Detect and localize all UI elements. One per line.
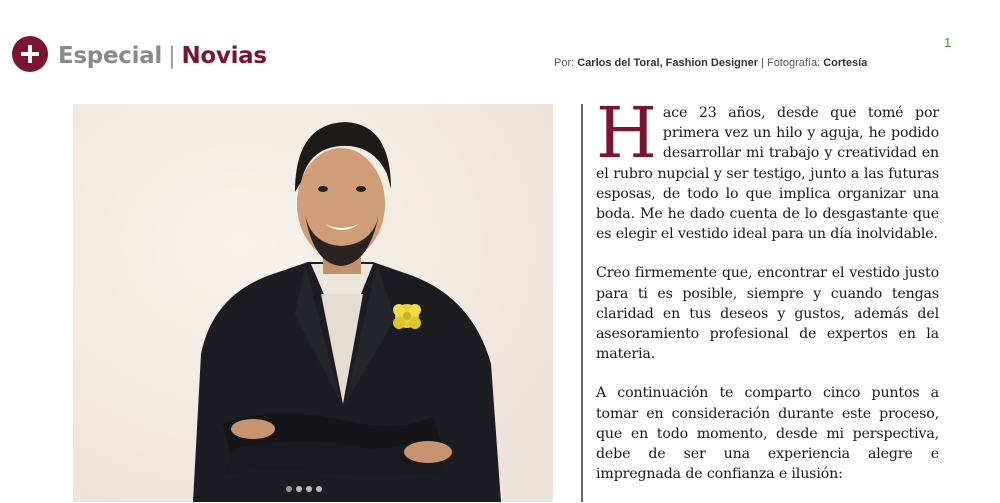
section-primary-label: Especial [58, 43, 162, 69]
section-separator: | [168, 43, 176, 69]
plus-icon [12, 36, 48, 72]
credits-separator: | [761, 57, 764, 69]
drop-cap: H [596, 92, 657, 174]
section-title [58, 39, 267, 73]
portrait-photo [73, 104, 553, 502]
column-divider [581, 104, 583, 502]
yellow-flower-brooch [393, 304, 421, 329]
photo-label: Fotografía: [766, 57, 821, 69]
by-label: Por: [554, 57, 575, 69]
section-secondary-label: Novias [181, 43, 267, 69]
article-paragraph-3: A continuación te comparto cinco puntos a tomar en consideración durante este proceso, que en todo momento, desde mi perspectiva, debe de ser una experiencia alegre e impregnada de confianza e ilusión: [596, 385, 939, 483]
author-name: Carlos del Toral, Fashion Designer [577, 57, 758, 69]
photo-credit: Cortesía [823, 57, 868, 69]
article-body [596, 92, 939, 503]
page-number: 1 [944, 35, 952, 50]
article-paragraph-1 [596, 92, 939, 244]
article-paragraph-2: Creo firmemente que, encontrar el vestido justo para ti es posible, siempre y cuando tengas claridad en tus deseos y gustos, además del asesoramiento profesional de expertos en la materia. [596, 265, 939, 363]
paragraph-1-text: ace 23 años, desde que tomé por primera vez un hilo y aguja, he podido desarrollar mi trabajo y creatividad en el rubro nupcial y ser testigo, junto a las futuras esposas, de todo lo que implica organizar una boda. Me he dado cuenta de lo desgastante que es elegir el vestido ideal para un día inolvidable. [596, 105, 939, 243]
byline [554, 57, 867, 69]
